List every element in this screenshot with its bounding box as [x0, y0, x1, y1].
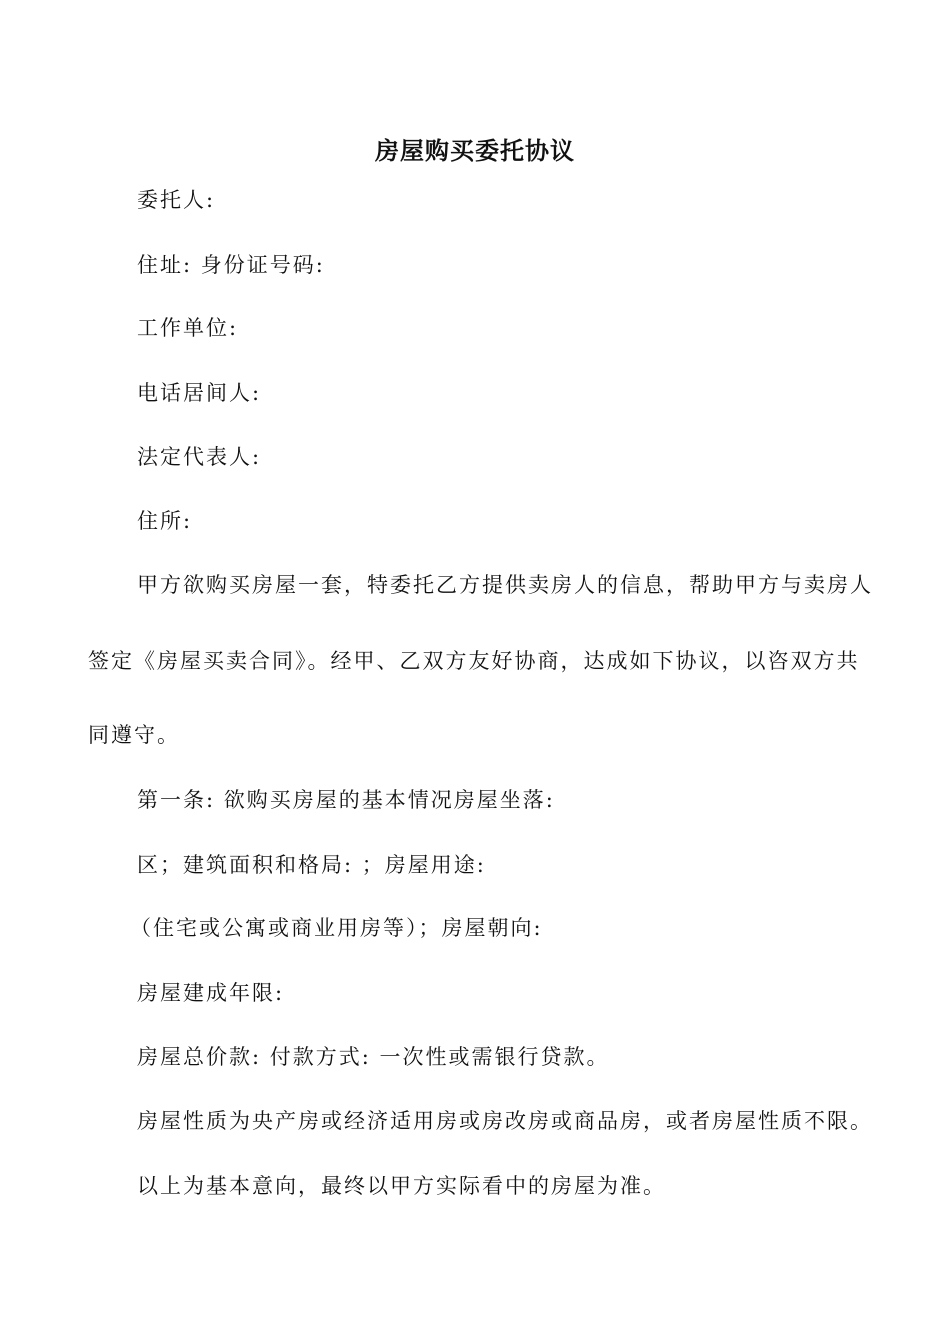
legal-rep-line: 法定代表人: — [137, 445, 262, 469]
article-one-heading: 第一条: 欲购买房屋的基本情况房屋坐落: — [137, 788, 555, 812]
final-intent-line: 以上为基本意向，最终以甲方实际看中的房屋为准。 — [137, 1174, 666, 1198]
phone-broker-line: 电话居间人: — [137, 381, 262, 405]
document-title: 房屋购买委托协议 — [375, 136, 575, 165]
build-year-line: 房屋建成年限: — [137, 981, 285, 1005]
price-payment-line: 房屋总价款: 付款方式: 一次性或需银行贷款。 — [137, 1045, 610, 1069]
address-id-line: 住址: 身份证号码: — [137, 253, 325, 277]
residence-line: 住所: — [137, 509, 193, 533]
usage-orientation-line: （住宅或公寓或商业用房等）；房屋朝向: — [130, 916, 543, 940]
intro-paragraph-line-1: 甲方欲购买房屋一套，特委托乙方提供卖房人的信息，帮助甲方与卖房人 — [137, 573, 873, 597]
intro-paragraph-line-2: 签定《房屋买卖合同》。经甲、乙双方友好协商，达成如下协议，以咨双方共 — [88, 649, 860, 673]
employer-line: 工作单位: — [137, 316, 239, 340]
principal-line: 委托人: — [137, 188, 216, 212]
intro-paragraph-line-3: 同遵守。 — [88, 723, 180, 747]
area-layout-line: 区；建筑面积和格局: ；房屋用途: — [137, 853, 486, 877]
property-type-line: 房屋性质为央产房或经济适用房或房改房或商品房，或者房屋性质不限。 — [137, 1109, 873, 1133]
